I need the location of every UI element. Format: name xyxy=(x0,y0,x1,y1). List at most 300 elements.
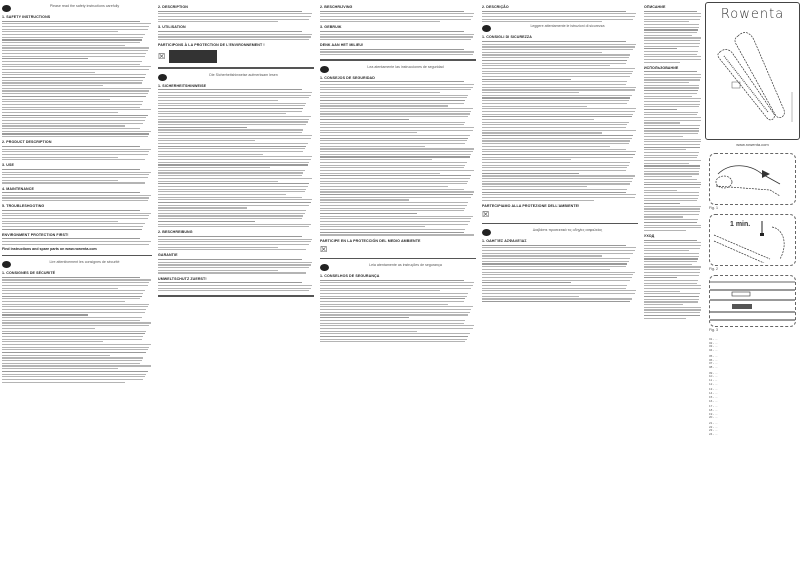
text-line xyxy=(320,202,468,203)
text-line xyxy=(2,93,148,94)
crossed-bin-icon: ☒ xyxy=(158,51,166,61)
plates-illustration-icon xyxy=(710,276,795,324)
text-line xyxy=(644,122,680,123)
text-line xyxy=(320,175,471,176)
text-line xyxy=(158,121,308,122)
section-heading: PARTICIPONS À LA PROTECTION DE L'ENVIRONNEMENT ! xyxy=(158,43,265,48)
legend-item: 13 - ... xyxy=(709,387,718,392)
text-line xyxy=(320,312,470,313)
text-line xyxy=(2,336,143,337)
text-line xyxy=(2,42,140,43)
text-line xyxy=(320,205,467,206)
legend-item: 17 - ... xyxy=(709,404,718,409)
text-line xyxy=(482,138,632,139)
text-line xyxy=(644,192,699,193)
text-line xyxy=(644,299,699,300)
text-line xyxy=(644,109,677,110)
website-url: www.rowenta.com xyxy=(736,142,769,147)
text-line xyxy=(482,119,594,120)
text-line xyxy=(644,309,701,310)
legend-item: 10 - ... xyxy=(709,374,718,379)
column-3 xyxy=(320,2,476,565)
text-line xyxy=(482,165,629,166)
text-line xyxy=(482,87,636,88)
text-line xyxy=(320,314,468,315)
text-line xyxy=(2,34,145,35)
text-line xyxy=(2,368,118,369)
text-line xyxy=(644,245,701,246)
text-line xyxy=(644,149,686,150)
text-line xyxy=(2,320,140,321)
text-line xyxy=(482,197,635,198)
text-line xyxy=(482,149,626,150)
text-line xyxy=(320,36,473,37)
section-heading: 3. USE xyxy=(2,163,14,168)
text-line xyxy=(2,115,148,116)
text-line xyxy=(2,80,143,81)
text-line xyxy=(2,149,151,150)
crossed-bin-icon: ☒ xyxy=(320,244,328,254)
text-line xyxy=(644,128,699,129)
text-line xyxy=(320,140,467,141)
text-line xyxy=(2,347,149,348)
text-line xyxy=(482,274,633,275)
text-line xyxy=(158,288,311,289)
text-line xyxy=(644,312,700,313)
divider xyxy=(2,255,152,256)
text-line xyxy=(320,331,417,332)
text-line xyxy=(2,288,118,289)
language-header-de xyxy=(158,73,314,81)
text-line xyxy=(482,301,630,302)
body-text xyxy=(320,11,476,23)
column-1 xyxy=(2,2,152,565)
legend-item: 20 - ... xyxy=(709,415,718,420)
text-line xyxy=(320,224,468,225)
text-line xyxy=(644,173,699,174)
language-flag-icon xyxy=(158,74,167,81)
text-line xyxy=(2,72,95,73)
text-line xyxy=(158,135,312,136)
text-line xyxy=(644,269,700,270)
text-line xyxy=(158,215,303,216)
text-line xyxy=(320,213,417,214)
text-line xyxy=(158,19,309,20)
parts-legend xyxy=(709,338,796,437)
text-line xyxy=(644,288,701,289)
text-line xyxy=(644,253,699,254)
text-line xyxy=(2,355,110,356)
text-line xyxy=(158,199,312,200)
text-line xyxy=(2,317,142,318)
text-line xyxy=(320,143,465,144)
text-line xyxy=(2,229,142,230)
text-line xyxy=(158,272,306,273)
text-line xyxy=(644,200,697,201)
brand-logo: Rowenta xyxy=(720,7,785,22)
text-line xyxy=(482,135,633,136)
legend-item: 15 - ... xyxy=(709,394,718,399)
text-line xyxy=(2,357,143,358)
text-line xyxy=(644,171,699,172)
text-line xyxy=(482,253,633,254)
text-line xyxy=(482,247,636,248)
body-text xyxy=(2,21,152,138)
body-text xyxy=(482,11,638,23)
text-line xyxy=(158,132,302,133)
text-line xyxy=(644,62,680,63)
text-line xyxy=(2,77,145,78)
text-line xyxy=(482,186,587,187)
text-line xyxy=(482,122,629,123)
text-line xyxy=(320,293,468,294)
text-line xyxy=(158,92,312,93)
text-line xyxy=(158,239,312,240)
text-line xyxy=(2,314,88,315)
text-line xyxy=(2,47,149,48)
text-line xyxy=(320,282,474,283)
legend-item: 18 - ... xyxy=(709,407,718,412)
text-line xyxy=(2,376,145,377)
text-line xyxy=(2,282,149,283)
text-line xyxy=(482,76,630,77)
text-line xyxy=(320,194,473,195)
text-line xyxy=(482,170,626,171)
text-line xyxy=(2,26,149,27)
text-line xyxy=(2,21,140,22)
text-line xyxy=(482,81,627,82)
text-line xyxy=(644,165,700,166)
text-line xyxy=(320,108,473,109)
text-line xyxy=(320,170,474,171)
url-note: Find instructions and spare parts on www.rowenta.com xyxy=(2,246,97,251)
text-line xyxy=(158,172,303,173)
text-line xyxy=(644,211,700,212)
body-text xyxy=(158,282,314,291)
text-line xyxy=(644,275,699,276)
text-line xyxy=(644,157,697,158)
text-line xyxy=(482,263,627,264)
legend-item: 12 - ... xyxy=(709,381,718,386)
text-line xyxy=(320,34,474,35)
text-line xyxy=(320,54,473,55)
text-line xyxy=(158,210,306,211)
text-line xyxy=(320,148,474,149)
text-line xyxy=(482,173,579,174)
text-line xyxy=(158,103,306,104)
text-line xyxy=(2,365,151,366)
language-intro: Lea atentamente las instrucciones de seguridad xyxy=(367,64,444,69)
text-line xyxy=(320,89,471,90)
text-line xyxy=(2,136,148,137)
text-line xyxy=(644,214,699,215)
body-text xyxy=(644,71,702,231)
language-intro: Lire attentivement les consignes de sécurité xyxy=(49,260,120,265)
figure-1 xyxy=(709,153,796,205)
text-line xyxy=(2,99,110,100)
text-line xyxy=(644,208,700,209)
section-heading: 1. CONSIGNES DE SÉCURITÉ xyxy=(2,271,56,276)
text-line xyxy=(320,167,464,168)
text-line xyxy=(158,13,312,14)
text-line xyxy=(644,283,697,284)
text-line xyxy=(644,16,701,17)
text-line xyxy=(320,122,465,123)
text-line xyxy=(644,206,701,207)
body-text xyxy=(158,259,314,274)
text-line xyxy=(2,37,143,38)
section-heading: 1. SAFETY INSTRUCTIONS xyxy=(2,15,51,19)
text-line xyxy=(158,285,312,286)
text-line xyxy=(158,178,312,179)
text-line xyxy=(158,116,311,117)
text-line xyxy=(482,111,635,112)
text-line xyxy=(320,146,425,147)
text-line xyxy=(158,186,308,187)
text-line xyxy=(644,230,686,231)
text-line xyxy=(2,101,143,102)
text-line xyxy=(644,240,697,241)
text-line xyxy=(158,181,278,182)
text-line xyxy=(320,159,432,160)
text-line xyxy=(158,197,302,198)
text-line xyxy=(2,226,143,227)
text-line xyxy=(2,182,145,183)
text-line xyxy=(2,58,88,59)
text-line xyxy=(320,39,471,40)
text-line xyxy=(644,48,677,49)
text-line xyxy=(2,296,142,297)
text-line xyxy=(320,280,464,281)
divider xyxy=(320,258,476,259)
text-line xyxy=(2,61,142,62)
text-line xyxy=(2,333,145,334)
text-line xyxy=(644,24,699,25)
text-line xyxy=(482,296,579,297)
text-line xyxy=(482,178,633,179)
section-heading: 5. TROUBLESHOOTING xyxy=(2,204,45,209)
text-line xyxy=(158,241,311,242)
text-line xyxy=(158,264,311,265)
text-line xyxy=(2,200,148,201)
text-line xyxy=(2,123,143,124)
section-heading: 1. CONSEJOS DE SEGURIDAD xyxy=(320,75,375,80)
text-line xyxy=(644,318,686,319)
text-line xyxy=(644,106,699,107)
text-line xyxy=(482,157,633,158)
text-line xyxy=(320,317,409,318)
text-line xyxy=(2,325,149,326)
text-line xyxy=(320,183,467,184)
text-line xyxy=(2,215,149,216)
text-line xyxy=(644,13,701,14)
section-heading: 2. DESCRIÇÃO xyxy=(482,5,509,9)
text-line xyxy=(644,258,698,259)
text-line xyxy=(644,264,692,265)
section-heading: 2. DESCRIPTION xyxy=(158,5,188,9)
text-line xyxy=(320,301,464,302)
text-line xyxy=(320,31,464,32)
body-text xyxy=(2,169,152,184)
text-line xyxy=(482,154,635,155)
text-line xyxy=(644,19,700,20)
text-line xyxy=(644,125,700,126)
text-line xyxy=(644,82,689,83)
text-line xyxy=(2,90,149,91)
text-line xyxy=(482,95,632,96)
text-line xyxy=(2,177,148,178)
text-line xyxy=(320,13,474,14)
text-line xyxy=(644,114,697,115)
legend-item: 14 - ... xyxy=(709,391,718,396)
text-line xyxy=(2,169,140,170)
text-line xyxy=(2,154,148,155)
text-line xyxy=(2,128,140,129)
language-header-en xyxy=(2,4,152,12)
text-line xyxy=(320,100,465,101)
weee-symbol xyxy=(320,246,476,254)
text-line xyxy=(320,119,409,120)
section-heading: 1. CONSELHOS DE SEGURANÇA xyxy=(320,273,380,278)
text-line xyxy=(2,382,125,383)
text-line xyxy=(320,232,464,233)
text-line xyxy=(2,133,149,134)
text-line xyxy=(482,89,635,90)
text-line xyxy=(320,208,465,209)
section-heading: 1. CONSIGLI DI SICUREZZA xyxy=(482,35,532,40)
text-line xyxy=(2,344,151,345)
text-line xyxy=(644,195,699,196)
text-line xyxy=(158,244,309,245)
text-line xyxy=(2,88,151,89)
text-line xyxy=(158,224,311,225)
text-line xyxy=(482,132,602,133)
text-line xyxy=(482,140,630,141)
text-line xyxy=(158,100,278,101)
text-line xyxy=(482,127,626,128)
text-line xyxy=(644,176,692,177)
text-line xyxy=(2,29,148,30)
text-line xyxy=(644,43,700,44)
text-line xyxy=(320,285,473,286)
text-line xyxy=(320,298,465,299)
section-heading: 3. UTILISATION xyxy=(158,25,186,30)
body-text xyxy=(158,11,314,23)
text-line xyxy=(320,296,467,297)
text-line xyxy=(2,197,149,198)
text-line xyxy=(320,49,464,50)
text-line xyxy=(2,23,151,24)
text-line xyxy=(2,107,140,108)
text-line xyxy=(644,182,701,183)
text-line xyxy=(158,16,311,17)
text-line xyxy=(2,120,145,121)
text-line xyxy=(644,77,701,78)
text-line xyxy=(644,280,698,281)
text-line xyxy=(482,13,636,14)
text-line xyxy=(644,155,698,156)
legend-item: 24 - ... xyxy=(709,432,718,437)
text-line xyxy=(2,56,145,57)
text-line xyxy=(2,192,140,193)
legend-item: 09 - ... xyxy=(709,370,718,375)
text-line xyxy=(482,97,630,98)
text-line xyxy=(158,194,286,195)
text-line xyxy=(158,221,255,222)
text-line xyxy=(158,154,263,155)
text-line xyxy=(2,322,151,323)
text-line xyxy=(2,374,146,375)
text-line xyxy=(158,140,255,141)
text-line xyxy=(2,31,118,32)
body-text xyxy=(2,238,152,244)
text-line xyxy=(2,96,146,97)
text-line xyxy=(2,104,142,105)
text-line xyxy=(644,216,683,217)
text-line xyxy=(644,152,699,153)
text-line xyxy=(2,50,148,51)
text-line xyxy=(482,298,632,299)
text-line xyxy=(644,184,701,185)
text-line xyxy=(158,236,302,237)
text-line xyxy=(482,79,571,80)
text-line xyxy=(2,379,143,380)
text-line xyxy=(158,213,305,214)
text-line xyxy=(644,29,698,30)
text-line xyxy=(320,132,417,133)
text-line xyxy=(644,168,700,169)
text-line xyxy=(644,222,697,223)
text-line xyxy=(644,51,698,52)
text-line xyxy=(158,205,309,206)
text-line xyxy=(320,336,468,337)
text-line xyxy=(644,296,699,297)
text-line xyxy=(2,241,151,242)
text-line xyxy=(482,245,626,246)
text-line xyxy=(482,255,602,256)
text-line xyxy=(158,148,305,149)
text-line xyxy=(2,66,151,67)
body-text xyxy=(2,192,152,201)
language-header-it xyxy=(482,24,638,32)
text-line xyxy=(158,97,309,98)
body-text xyxy=(320,81,476,235)
text-line xyxy=(644,250,689,251)
language-flag-icon xyxy=(2,261,11,268)
text-line xyxy=(320,11,464,12)
legend-item: 07 - ... xyxy=(709,361,718,366)
text-line xyxy=(644,133,698,134)
text-line xyxy=(482,100,629,101)
section-heading: PARTECIPIAMO ALLA PROTEZIONE DELL'AMBIENTE! xyxy=(482,203,580,208)
text-line xyxy=(2,218,148,219)
legend-item: 02 - ... xyxy=(709,340,718,345)
text-line xyxy=(320,226,425,227)
figure-2 xyxy=(709,214,796,266)
text-line xyxy=(320,189,464,190)
text-line xyxy=(2,69,149,70)
body-text xyxy=(158,236,314,251)
language-intro: Leggere attentamente le istruzioni di sicurezza xyxy=(530,24,605,29)
legend-item: 19 - ... xyxy=(709,411,718,416)
language-flag-icon xyxy=(2,5,11,12)
text-line xyxy=(482,293,635,294)
language-flag-icon xyxy=(320,264,329,271)
text-line xyxy=(644,27,699,28)
text-line xyxy=(482,280,630,281)
section-heading: 1. ΟΔΗΓΊΕΣ ΑΣΦΑΛΕΊΑΣ xyxy=(482,239,527,244)
text-line xyxy=(158,111,302,112)
